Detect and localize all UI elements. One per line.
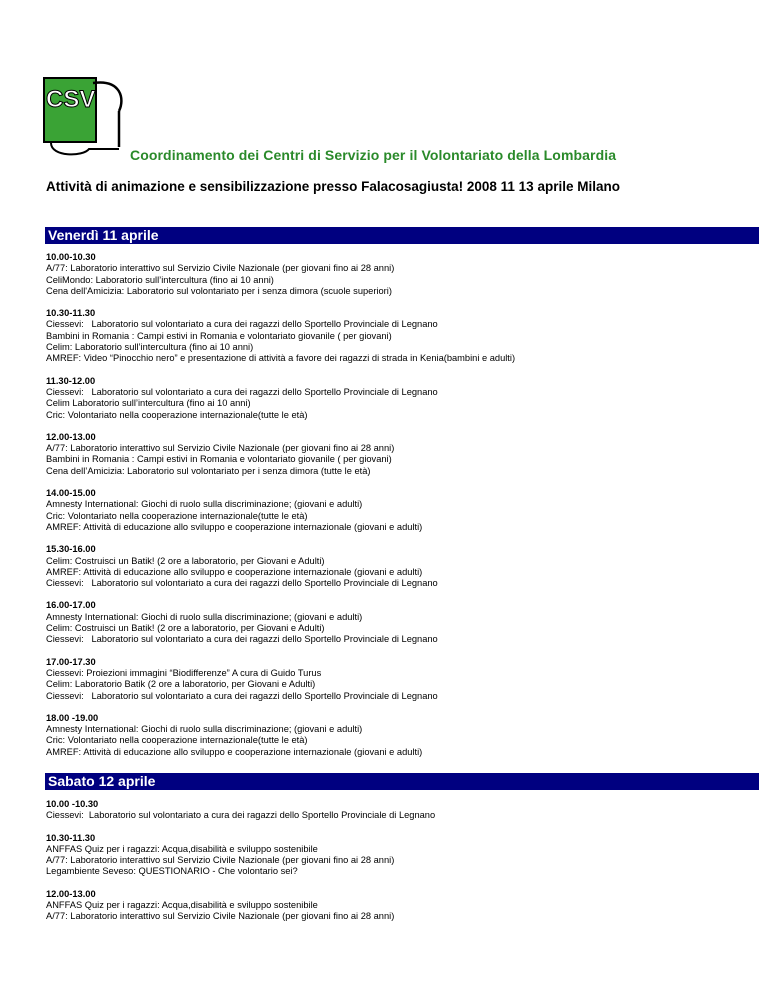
activity-line: AMREF: Attività di educazione allo sviluppo e cooperazione internazionale (giovani e adulti) <box>46 746 423 757</box>
slot-time: 16.00-17.00 <box>46 600 96 611</box>
event-title: Attività di animazione e sensibilizzazione presso Falacosagiusta! 2008 11 13 aprile Milano <box>46 179 620 194</box>
slot-time: 11.30-12.00 <box>46 375 96 386</box>
day-header-friday: Venerdì 11 aprile <box>45 227 759 244</box>
activity-line: Bambini in Romania : Campi estivi in Romania e volontariato giovanile ( per giovani) <box>46 330 392 341</box>
activity-line: Ciessevi: Laboratorio sul volontariato a cura dei ragazzi dello Sportello Provinciale di Legnano <box>46 386 438 397</box>
activity-line: Bambini in Romania : Campi estivi in Romania e volontariato giovanile ( per giovani) <box>46 454 392 465</box>
slot-time: 15.30-16.00 <box>46 544 96 555</box>
activity-line: Celim: Costruisci un Batik! (2 ore a laboratorio, per Giovani e Adulti) <box>46 555 325 566</box>
slot-time: 10.00 -10.30 <box>46 799 99 809</box>
time-slot <box>46 252 760 297</box>
activity-line: A/77: Laboratorio interattivo sul Servizio Civile Nazionale (per giovani fino ai 28 anni) <box>46 263 395 274</box>
schedule-friday <box>46 252 760 769</box>
slot-time: 12.00-13.00 <box>46 888 96 899</box>
activity-line: Amnesty International: Giochi di ruolo sulla discriminazione; (giovani e adulti) <box>46 499 363 510</box>
time-slot <box>46 432 760 477</box>
day-header-saturday: Sabato 12 aprile <box>45 773 759 790</box>
activity-line: Amnesty International: Giochi di ruolo sulla discriminazione; (giovani e adulti) <box>46 724 363 735</box>
activity-line: A/77: Laboratorio interattivo sul Servizio Civile Nazionale (per giovani fino ai 28 anni) <box>46 911 395 922</box>
time-slot <box>46 713 760 758</box>
activity-line: Ciessevi: Laboratorio sul volontariato a cura dei ragazzi dello Sportello Provinciale di Legnano <box>46 578 438 589</box>
activity-line: ANFFAS Quiz per i ragazzi: Acqua,disabilità e sviluppo sostenibile <box>46 843 318 854</box>
activity-line: Legambiente Seveso: QUESTIONARIO - Che volontario sei? <box>46 866 298 877</box>
slot-time: 10.30-11.30 <box>46 832 96 843</box>
activity-line: Cena dell'Amicizia: Laboratorio sul volontariato per i senza dimora (scuole superiori) <box>46 285 392 296</box>
activity-line: Ciessevi: Proiezioni immagini “Biodifferenze” A cura di Guido Turus <box>46 667 322 678</box>
activity-line: Celim: Costruisci un Batik! (2 ore a laboratorio, per Giovani e Adulti) <box>46 623 325 634</box>
slot-time: 10.00-10.30 <box>46 252 96 262</box>
activity-line: Celim: Laboratorio Batik (2 ore a laboratorio, per Giovani e Adulti) <box>46 679 316 690</box>
activity-line: A/77: Laboratorio interattivo sul Servizio Civile Nazionale (per giovani fino ai 28 anni) <box>46 443 395 454</box>
csv-logo <box>43 77 127 163</box>
activity-line: Cena dell’Amicizia: Laboratorio sul volontariato per i senza dimora (tutte le età) <box>46 465 371 476</box>
time-slot <box>46 544 760 589</box>
time-slot <box>46 488 760 533</box>
slot-time: 18.00 -19.00 <box>46 712 99 723</box>
activity-line: Amnesty International: Giochi di ruolo sulla discriminazione; (giovani e adulti) <box>46 611 363 622</box>
slot-time: 14.00-15.00 <box>46 488 96 499</box>
slot-time: 17.00-17.30 <box>46 656 96 667</box>
slot-time: 10.30-11.30 <box>46 308 96 319</box>
activity-line: Cric: Volontariato nella cooperazione internazionale(tutte le età) <box>46 510 308 521</box>
time-slot <box>46 657 760 702</box>
activity-line: CeliMondo: Laboratorio sull’intercultura (fino ai 10 anni) <box>46 274 274 285</box>
activity-line: ANFFAS Quiz per i ragazzi: Acqua,disabilità e sviluppo sostenibile <box>46 900 318 911</box>
activity-line: Cric: Volontariato nella cooperazione internazionale(tutte le età) <box>46 409 308 420</box>
activity-line: AMREF: Attività di educazione allo sviluppo e cooperazione internazionale (giovani e adulti) <box>46 521 423 532</box>
activity-line: A/77: Laboratorio interattivo sul Servizio Civile Nazionale (per giovani fino ai 28 anni) <box>46 855 395 866</box>
activity-line: Cric: Volontariato nella cooperazione internazionale(tutte le età) <box>46 735 308 746</box>
time-slot <box>46 376 760 421</box>
org-title: Coordinamento dei Centri di Servizio per il Volontariato della Lombardia <box>130 147 617 163</box>
activity-line: Celim: Laboratorio sull’intercultura (fino ai 10 anni) <box>46 342 254 353</box>
activity-line: Ciessevi: Laboratorio sul volontariato a cura dei ragazzi dello Sportello Provinciale di Legnano <box>46 690 438 701</box>
activity-line: Celim Laboratorio sull’intercultura (fino ai 10 anni) <box>46 398 251 409</box>
time-slot <box>46 889 760 923</box>
activity-line: Ciessevi: Laboratorio sul volontariato a cura dei ragazzi dello Sportello Provinciale di Legnano <box>46 810 436 821</box>
activity-line: AMREF: Attività di educazione allo sviluppo e cooperazione internazionale (giovani e adulti) <box>46 566 423 577</box>
activity-line: Ciessevi: Laboratorio sul volontariato a cura dei ragazzi dello Sportello Provinciale di Legnano <box>46 319 438 330</box>
logo-text: CSV <box>46 86 96 113</box>
time-slot <box>46 833 760 878</box>
time-slot <box>46 600 760 645</box>
activity-line: AMREF: Video “Pinocchio nero” e presentazione di attività a favore dei ragazzi di strada in Kenia(bambini e adulti) <box>46 353 516 364</box>
schedule-saturday <box>46 799 760 934</box>
time-slot <box>46 308 760 364</box>
activity-line: Ciessevi: Laboratorio sul volontariato a cura dei ragazzi dello Sportello Provinciale di Legnano <box>46 634 438 645</box>
slot-time: 12.00-13.00 <box>46 431 96 442</box>
time-slot <box>46 799 760 822</box>
